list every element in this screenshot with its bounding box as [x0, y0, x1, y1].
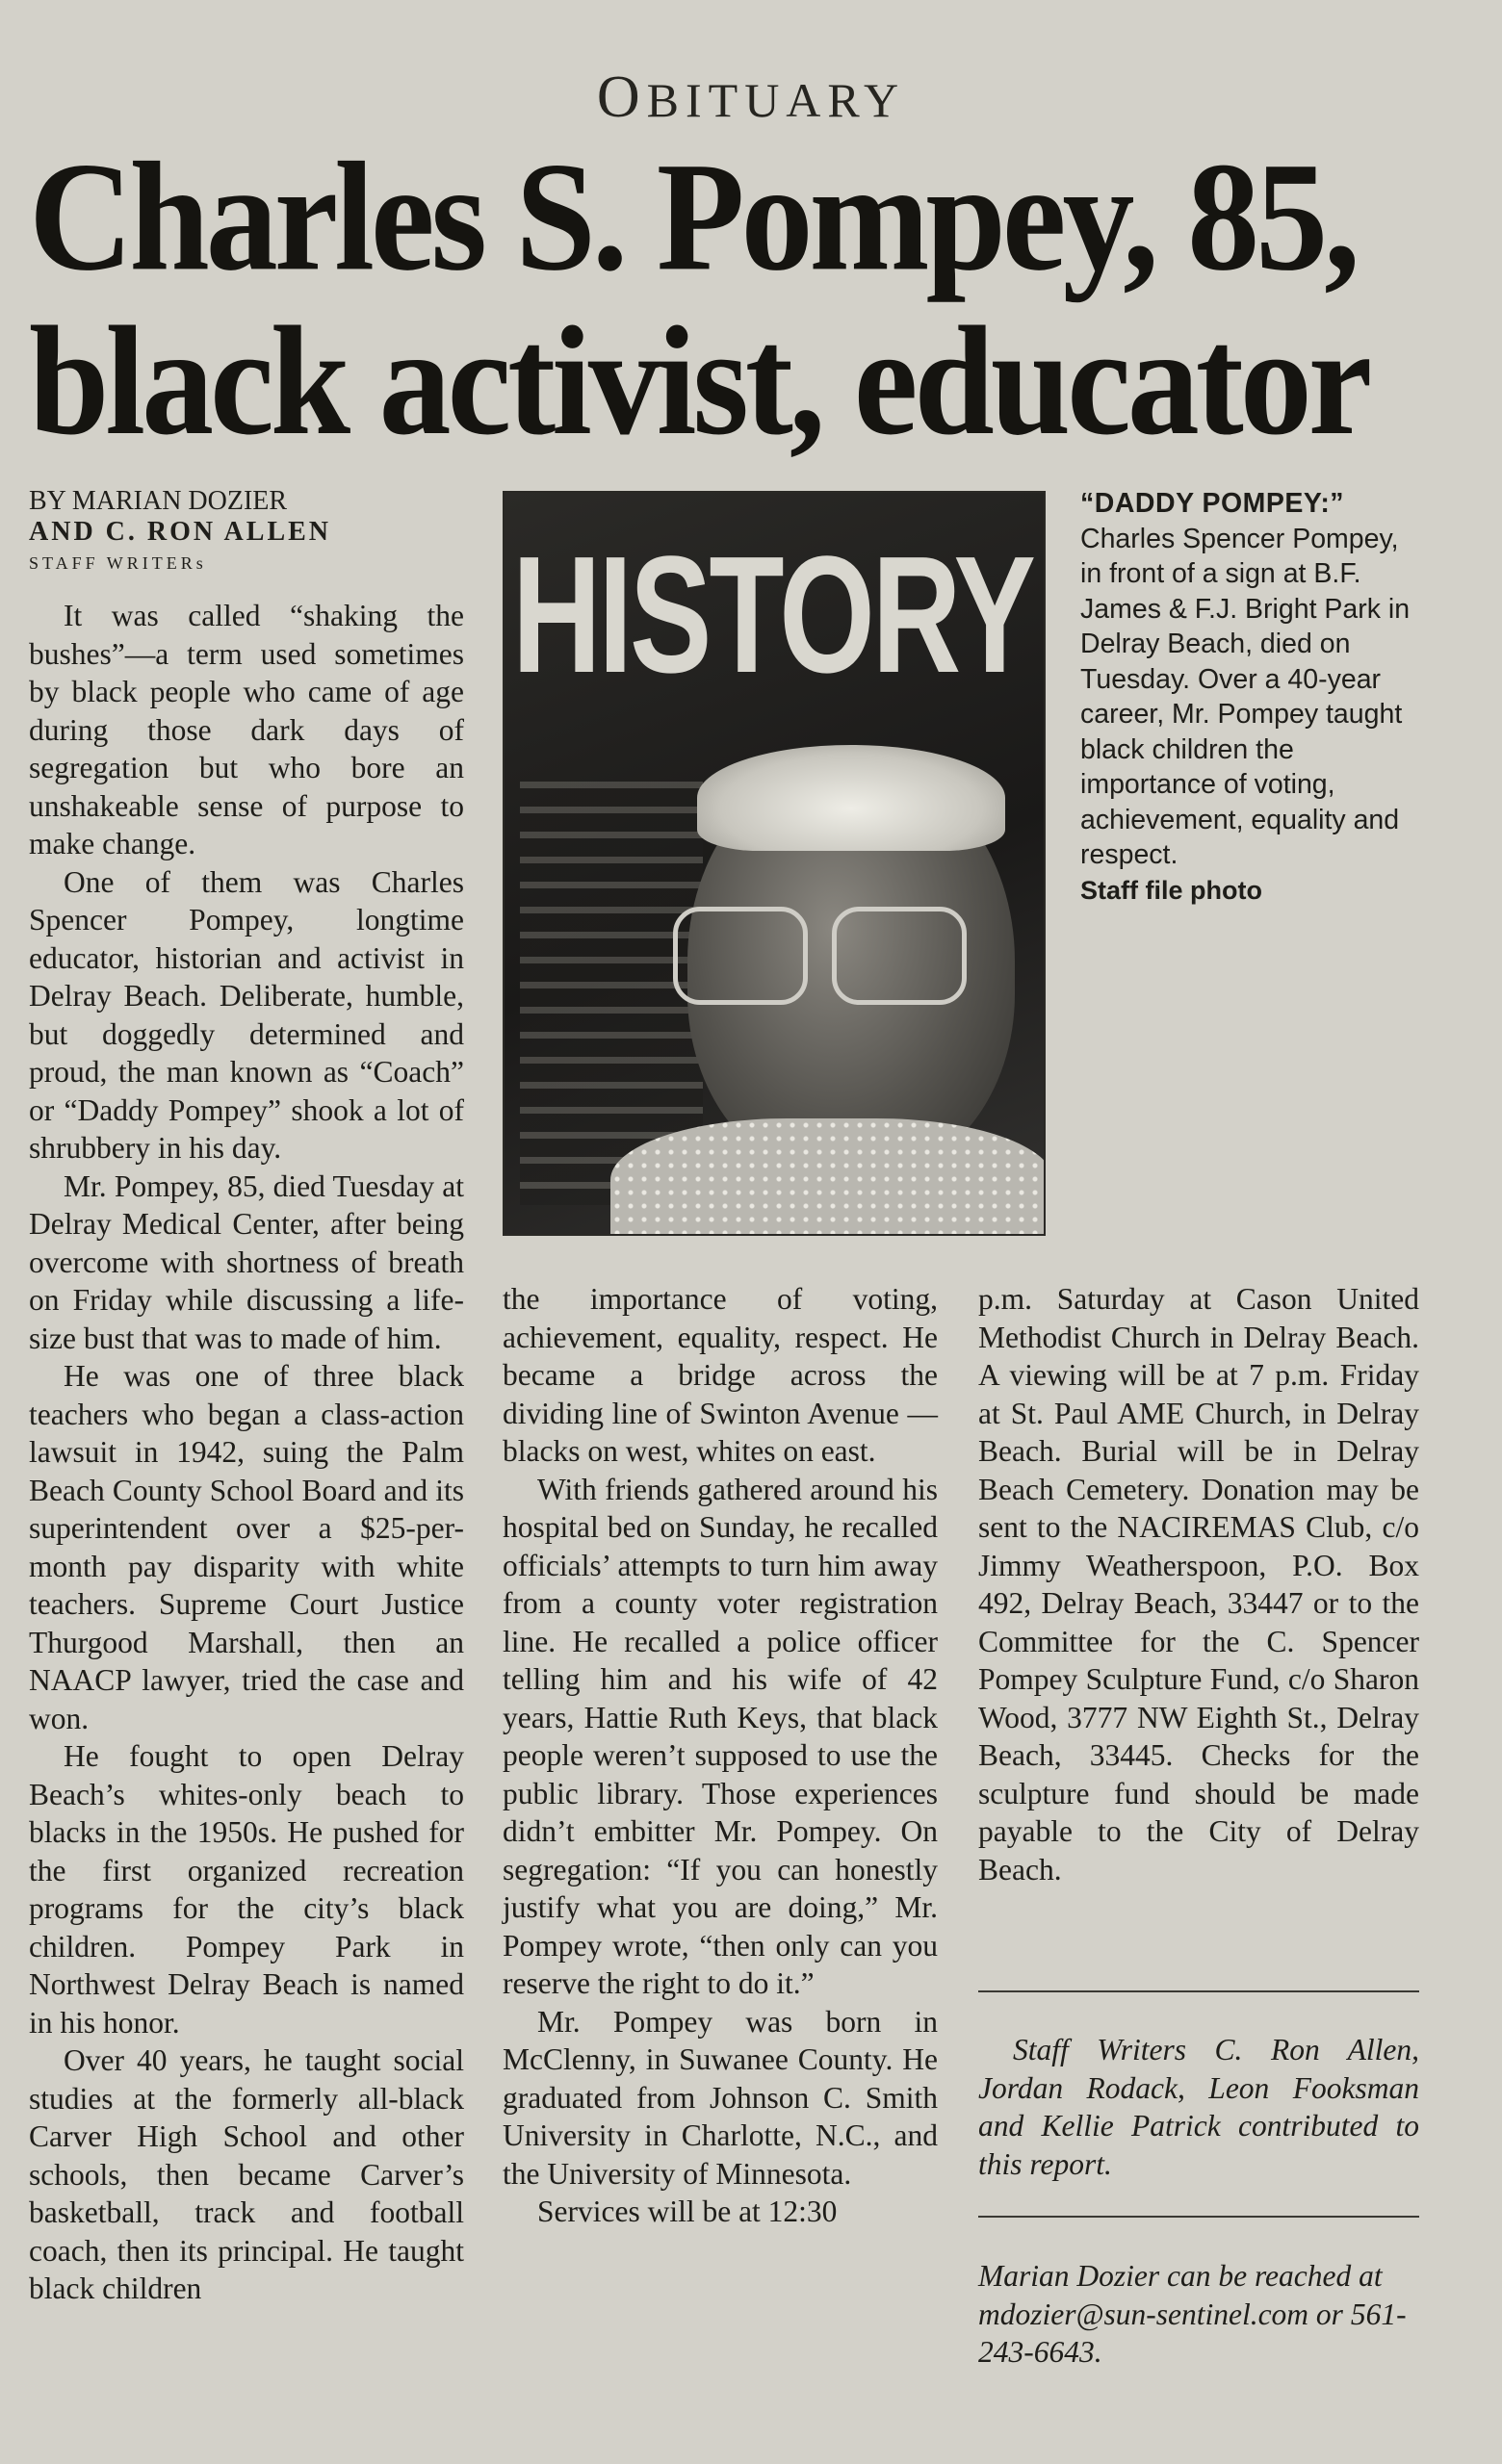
paragraph: He fought to open Delray Beach’s whites-only beach to blacks in the 1950s. He pushed for the first organized recreation programs for the city’s black children. Pompey Park in Northwest Delray Beach is named in his honor.	[29, 1739, 464, 2040]
contributors-note	[978, 2031, 1419, 2183]
paragraph: One of them was Charles Spencer Pompey, longtime educator, historian and activist in Delray Beach. Deliberate, humble, but doggedly determined and proud, the man known as “Coach” or “Daddy Pompey” shook a lot of shrubbery in his day.	[29, 864, 464, 1165]
contributors-text: Staff Writers C. Ron Allen, Jordan Rodack, Leon Fooksman and Kellie Patrick contributed to this report.	[978, 2033, 1419, 2181]
paragraph: Over 40 years, he taught social studies at the formerly all-black Carver High School and other schools, then became Carver’s basketball, track and football coach, then its principal. He taught black children	[29, 2043, 464, 2305]
paragraph: Mr. Pompey, 85, died Tuesday at Delray Medical Center, after being overcome with shortness of breath on Friday while discussing a life-size bust that was to made of him.	[29, 1168, 464, 1355]
paragraph-continued: p.m. Saturday at Cason United Methodist Church in Delray Beach. A viewing will be at 7 p.m. Friday at St. Paul AME Church, in Delray Beach. Burial will be in Delray Beach Cemetery. Donation may be sent to the NACIREMAS Club, c/o Jimmy Weatherspoon, P.O. Box 492, Delray Beach, 33447 or to the Committee for the C. Spencer Pompey Sculpture Fund, c/o Sharon Wood, 3777 NW Eighth St., Delray Beach, 33445. Checks for the sculpture fund should be made payable to the City of Delray Beach.	[978, 1282, 1419, 1886]
byline-author-2: AND C. RON ALLEN	[29, 517, 332, 547]
headline	[29, 130, 1473, 468]
article-column-1	[29, 597, 464, 2308]
photo-caption	[1080, 486, 1427, 908]
headline-line-2: black activist, educator	[29, 295, 1369, 468]
caption-body: Charles Spencer Pompey, in front of a sign at B.F. James & F.J. Bright Park in Delray Beach, died on Tuesday. Over a 40-year career, Mr. Pompey taught black children the importance of voting, achievement, equality and respect.	[1080, 523, 1411, 870]
paragraph: With friends gathered around his hospital bed on Sunday, he recalled officials’ attempts to turn him away from a county voter registration line. He recalled a police officer telling him and his wife of 42 years, Hattie Ruth Keys, that black people weren’t supposed to use the public library. Those experiences didn’t embitter Mr. Pompey. On segregation: “If you can honestly justify what you are doing,” Mr. Pompey wrote, “then only can you reserve the right to do it.”	[503, 1472, 938, 2000]
paragraph: He was one of three black teachers who began a class-action lawsuit in 1942, suing the Palm Beach County School Board and its superintendent over a $25-per-month pay disparity with white teachers. Supreme Court Justice Thurgood Marshall, then an NAACP lawyer, tried the case and won.	[29, 1359, 464, 1735]
headline-line-1: Charles S. Pompey, 85,	[29, 130, 1357, 303]
article-column-3	[978, 1280, 1419, 1888]
caption-head: “DADDY POMPEY:”	[1080, 488, 1345, 519]
paragraph: Services will be at 12:30	[537, 2194, 838, 2228]
section-kicker	[0, 64, 1502, 132]
kicker-rest: BITUARY	[646, 73, 906, 127]
eyeglasses-icon	[673, 907, 962, 1003]
paragraph: Mr. Pompey was born in McClenny, in Suwanee County. He graduated from Johnson C. Smith University in Charlotte, N.C., and the University of Minnesota.	[503, 2004, 938, 2191]
divider-rule	[978, 1990, 1419, 1992]
article-column-2	[503, 1280, 938, 2231]
divider-rule	[978, 2216, 1419, 2218]
portrait-shirt	[610, 1118, 1046, 1236]
paragraph: It was called “shaking the bushes”—a term used sometimes by black people who came of age during those dark days of segregation but who bore an unshakeable sense of purpose to make change.	[29, 599, 464, 860]
history-sign-text: HISTORY	[512, 522, 1033, 708]
byline-role: STAFF WRITERs	[29, 553, 207, 573]
photo-credit: Staff file photo	[1080, 875, 1262, 905]
byline-author-1: BY MARIAN DOZIER	[29, 486, 288, 516]
kicker-initial: O	[596, 64, 647, 130]
contact-text: Marian Dozier can be reached at mdozier@sun-sentinel.com or 561-243-6643.	[978, 2259, 1407, 2369]
paragraph-continued: the importance of voting, achievement, equality, respect. He became a bridge across the dividing line of Swinton Avenue — blacks on west, whites on east.	[503, 1282, 938, 1468]
byline	[29, 486, 472, 578]
portrait-photo	[503, 491, 1046, 1236]
portrait-hair	[697, 745, 1005, 851]
contact-note	[978, 2257, 1419, 2372]
